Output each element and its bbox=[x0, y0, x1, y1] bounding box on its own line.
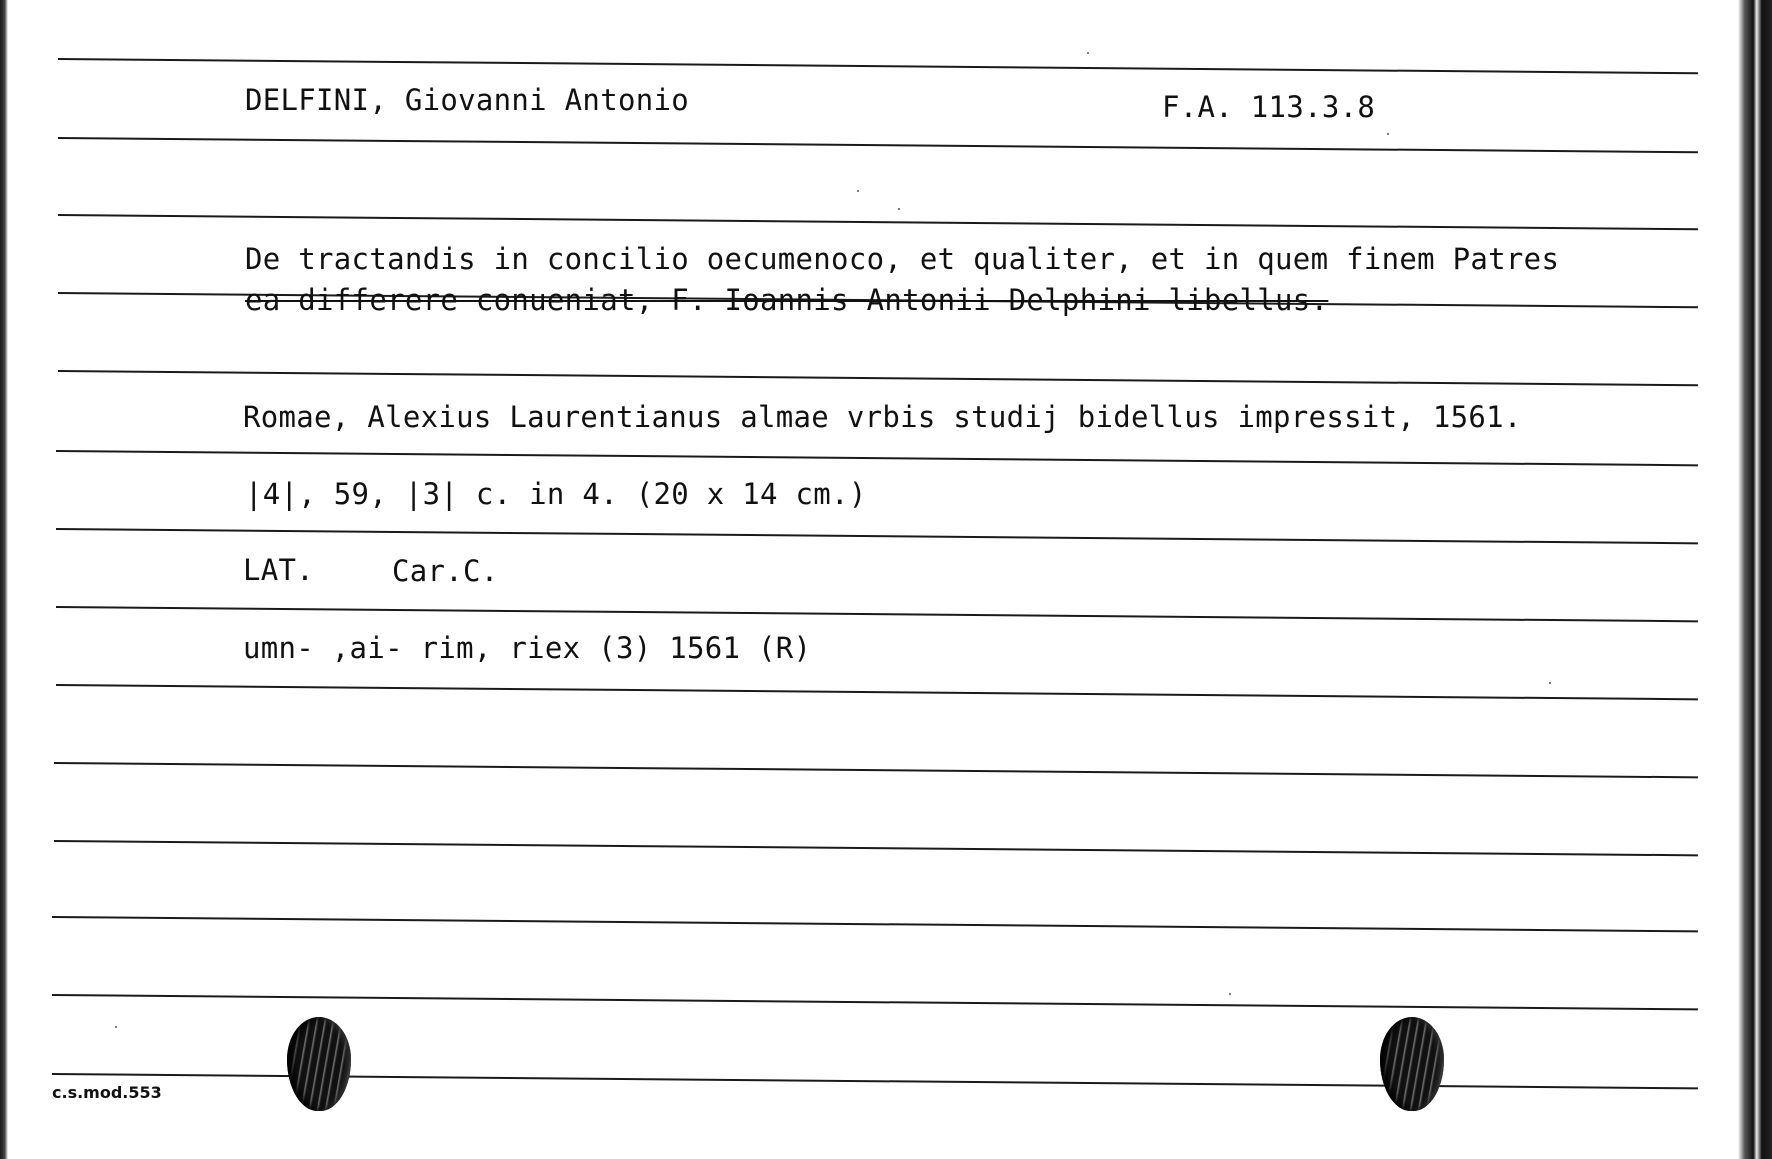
paper-speck bbox=[115, 1026, 117, 1028]
rule-line bbox=[54, 762, 1698, 778]
author-heading: DELFINI, Giovanni Antonio bbox=[245, 83, 689, 117]
paper-speck bbox=[1087, 52, 1089, 54]
rule-line bbox=[56, 684, 1698, 700]
language-code: LAT. bbox=[243, 553, 315, 587]
paper-speck bbox=[1387, 133, 1389, 135]
form-code: c.s.mod.553 bbox=[52, 1083, 162, 1102]
script-type: Car.C. bbox=[392, 554, 499, 588]
rule-line bbox=[56, 606, 1698, 622]
rule-line bbox=[58, 58, 1698, 74]
title-line-1: De tractandis in concilio oecumenoco, et qualiter, et in quem finem Patres bbox=[245, 242, 1560, 276]
rule-line bbox=[58, 137, 1698, 153]
shelfmark: F.A. 113.3.8 bbox=[1162, 90, 1376, 124]
punch-hole-right bbox=[1380, 1017, 1444, 1111]
card-right-edge bbox=[1738, 0, 1772, 1159]
card-left-edge bbox=[0, 0, 8, 1159]
rule-line bbox=[54, 840, 1698, 856]
title-line-2: ea differere conueniat, F. Ioannis Antonii Delphini libellus. bbox=[245, 283, 1329, 317]
paper-speck bbox=[1549, 682, 1551, 684]
paper-speck bbox=[1229, 993, 1231, 995]
collation: |4|, 59, |3| c. in 4. (20 x 14 cm.) bbox=[245, 477, 867, 511]
rule-line bbox=[56, 528, 1698, 544]
rule-line bbox=[58, 370, 1698, 386]
rule-line bbox=[52, 994, 1698, 1010]
imprint: Romae, Alexius Laurentianus almae vrbis studij bidellus impressit, 1561. bbox=[243, 400, 1522, 434]
paper-speck bbox=[857, 190, 859, 192]
paper-speck bbox=[898, 208, 900, 210]
rule-line bbox=[58, 214, 1698, 230]
punch-hole-left bbox=[287, 1017, 351, 1111]
fingerprint: umn- ,ai- rim, riex (3) 1561 (R) bbox=[243, 631, 812, 665]
rule-line bbox=[56, 450, 1698, 466]
rule-line bbox=[52, 916, 1698, 932]
